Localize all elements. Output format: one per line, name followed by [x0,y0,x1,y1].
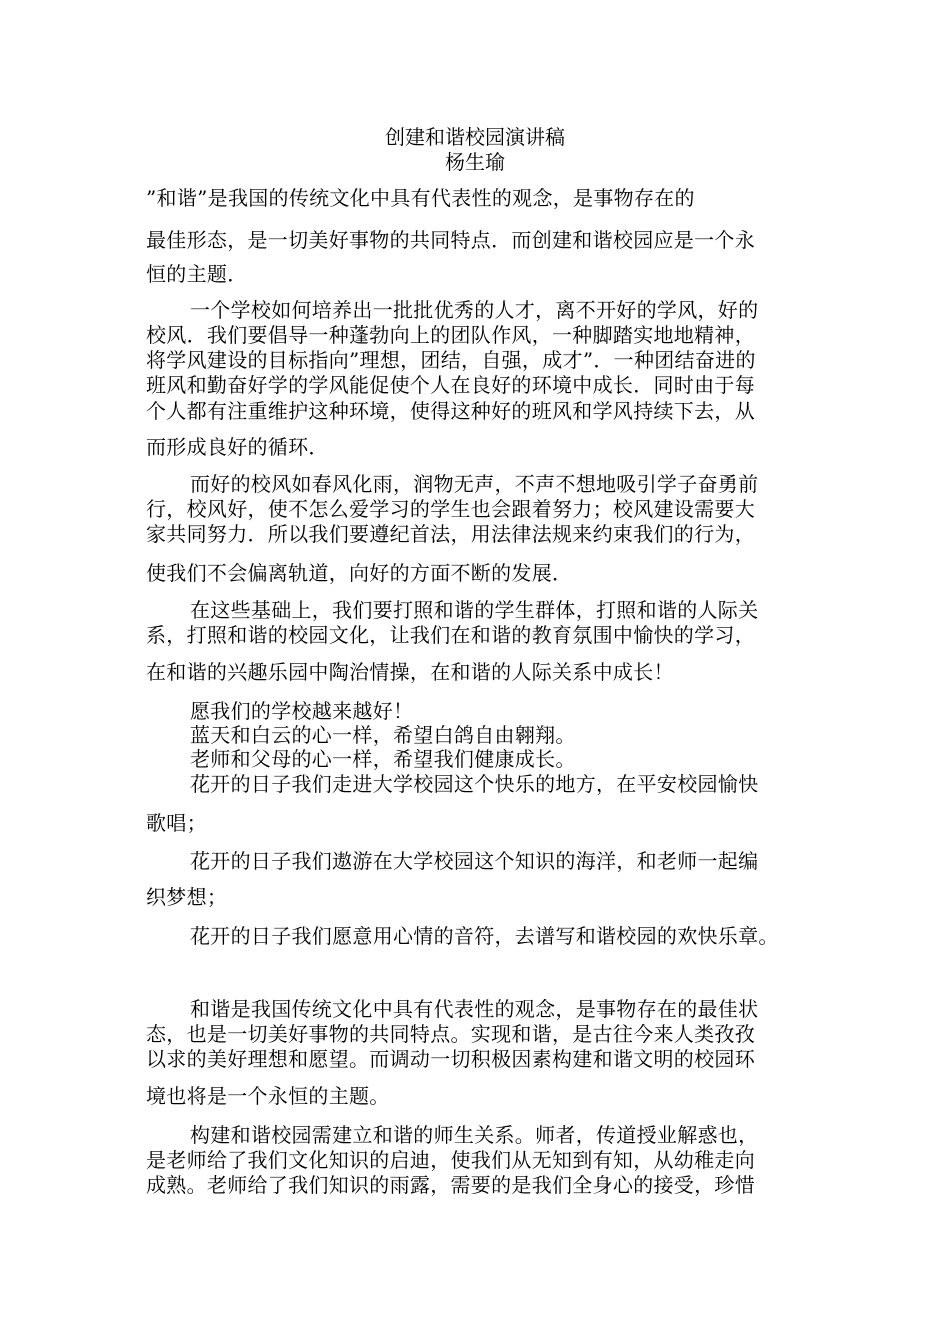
text-line: 最佳形态，是一切美好事物的共同特点．而创建和谐校园应是一个永 [146,228,755,252]
text-line: 一个学校如何培养出一批批优秀的人才，离不开好的学风，好的 [190,298,759,322]
text-line: 花开的日子我们愿意用心情的音符，去谱写和谐校园的欢快乐章。 [190,924,779,948]
text-line: 和谐是我国传统文化中具有代表性的观念，是事物存在的最佳状 [190,997,759,1021]
text-line: 班风和勤奋好学的学风能促使个人在良好的环境中成长．同时由于每 [146,373,755,397]
text-line: 系，打照和谐的校园文化，让我们在和谐的教育氛围中愉快的学习， [146,623,755,647]
text-line: 愿我们的学校越来越好！ [190,699,414,723]
text-line: 歌唱； [146,811,207,835]
text-line: 构建和谐校园需建立和谐的师生关系。师者，传道授业解惑也， [190,1123,759,1147]
text-line: 个人都有注重维护这种环境，使得这种好的班风和学风持续下去，从 [146,399,755,423]
text-line: 恒的主题． [146,262,248,286]
text-line: 老师和父母的心一样，希望我们健康成长。 [190,747,576,771]
text-line: 境也将是一个永恒的主题。 [146,1084,390,1108]
text-line: 以求的美好理想和愿望。而调动一切积极因素构建和谐文明的校园环 [146,1047,755,1071]
document-title: 创建和谐校园演讲稿 [385,125,565,149]
text-line: 行，校风好，使不怎么爱学习的学生也会跟着努力；校风建设需要大 [146,497,755,521]
text-line: 校风．我们要倡导一种蓬勃向上的团队作风，一种脚踏实地地精神， [146,323,755,347]
text-line: 家共同努力．所以我们要遵纪首法，用法律法规来约束我们的行为， [146,522,755,546]
text-line: 花开的日子我们遨游在大学校园这个知识的海洋，和老师一起编 [190,849,759,873]
text-line: 花开的日子我们走进大学校园这个快乐的地方，在平安校园愉快 [190,772,759,796]
text-line: 而形成良好的循环． [146,435,329,459]
text-line: 将学风建设的目标指向”理想，团结，自强，成才”．一种团结奋进的 [146,348,756,372]
text-line: 态，也是一切美好事物的共同特点。实现和谐，是古往今来人类孜孜 [146,1022,755,1046]
text-line: 成熟。老师给了我们知识的雨露，需要的是我们全身心的接受，珍惜 [146,1173,755,1197]
text-line: 使我们不会偏离轨道，向好的方面不断的发展． [146,561,573,585]
text-line: ”和谐”是我国的传统文化中具有代表性的观念，是事物存在的 [146,186,695,210]
text-line: 是老师给了我们文化知识的启迪，使我们从无知到有知，从幼稚走向 [146,1148,755,1172]
document-author: 杨生瑜 [445,150,505,174]
text-line: 在和谐的兴趣乐园中陶治情操，在和谐的人际关系中成长！ [146,660,674,684]
text-line: 织梦想； [146,885,228,909]
text-line: 在这些基础上，我们要打照和谐的学生群体，打照和谐的人际关 [190,598,759,622]
text-line: 而好的校风如春风化雨，润物无声，不声不想地吸引学子奋勇前 [190,472,759,496]
text-line: 蓝天和白云的心一样，希望白鸽自由翱翔。 [190,723,576,747]
